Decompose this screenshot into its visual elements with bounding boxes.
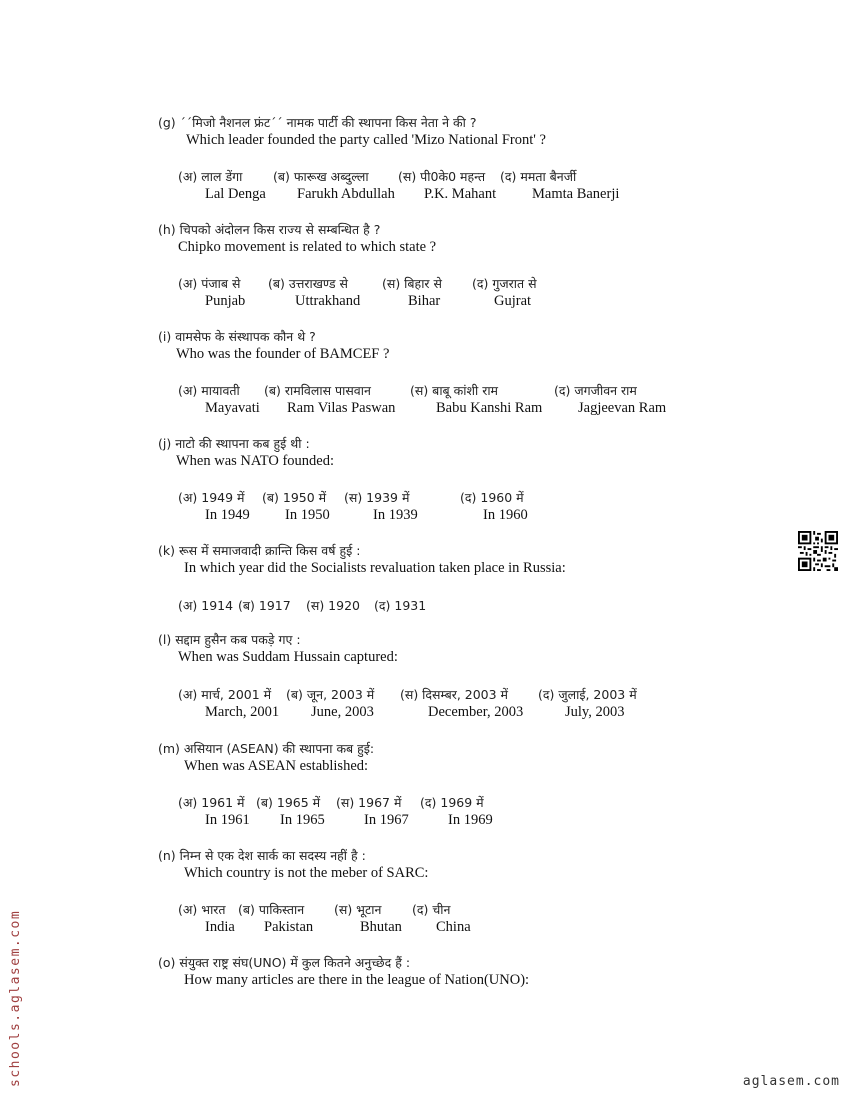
- option-i-b-hindi: (ब) रामविलास पासवान: [264, 383, 371, 398]
- option-l-d-english: July, 2003: [565, 704, 625, 720]
- option-g-b-english: Farukh Abdullah: [297, 186, 395, 202]
- question-j-hindi: (j) नाटो की स्थापना कब हुई थी :: [158, 436, 310, 451]
- question-g-english: Which leader founded the party called 'Mizo National Front' ?: [186, 132, 546, 148]
- option-h-a-hindi: (अ) पंजाब से: [178, 276, 241, 291]
- option-l-a-hindi: (अ) मार्च, 2001 में: [178, 687, 272, 702]
- option-l-c-hindi: (स) दिसम्बर, 2003 में: [400, 687, 509, 702]
- question-k-english: In which year did the Socialists revaluation taken place in Russia:: [184, 560, 566, 576]
- option-m-b-english: In 1965: [280, 812, 325, 828]
- option-j-b-hindi: (ब) 1950 में: [262, 490, 327, 505]
- option-g-c-hindi: (स) पी0के0 महन्त: [398, 169, 486, 184]
- option-n-c-hindi: (स) भूटान: [334, 902, 382, 917]
- option-h-d-hindi: (द) गुजरात से: [472, 276, 537, 291]
- qr-code-icon: [798, 531, 838, 571]
- option-k-b-hindi: (ब) 1917: [238, 598, 291, 613]
- option-k-d-hindi: (द) 1931: [374, 598, 427, 613]
- option-g-a-english: Lal Denga: [205, 186, 266, 202]
- option-i-d-hindi: (द) जगजीवन राम: [554, 383, 637, 398]
- option-j-a-hindi: (अ) 1949 में: [178, 490, 245, 505]
- option-m-a-english: In 1961: [205, 812, 250, 828]
- option-h-b-english: Uttrakhand: [295, 293, 361, 309]
- option-h-d-english: Gujrat: [494, 293, 532, 309]
- option-n-b-english: Pakistan: [264, 919, 314, 935]
- option-j-d-hindi: (द) 1960 में: [460, 490, 524, 505]
- option-n-c-english: Bhutan: [360, 919, 402, 935]
- option-m-d-english: In 1969: [448, 812, 493, 828]
- option-j-d-english: In 1960: [483, 507, 528, 523]
- option-j-c-english: In 1939: [373, 507, 418, 523]
- option-g-d-english: Mamta Banerji: [532, 186, 620, 202]
- option-j-a-english: In 1949: [205, 507, 250, 523]
- option-l-b-hindi: (ब) जून, 2003 में: [286, 687, 375, 702]
- option-g-a-hindi: (अ) लाल डेंगा: [178, 169, 243, 184]
- option-k-c-hindi: (स) 1920: [306, 598, 360, 613]
- option-n-d-english: China: [436, 919, 471, 935]
- option-n-a-english: India: [205, 919, 235, 935]
- option-n-b-hindi: (ब) पाकिस्तान: [238, 902, 305, 917]
- question-n-english: Which country is not the meber of SARC:: [184, 865, 429, 881]
- option-i-b-english: Ram Vilas Paswan: [287, 400, 396, 416]
- question-h-english: Chipko movement is related to which state ?: [178, 239, 437, 255]
- option-i-c-hindi: (स) बाबू कांशी राम: [410, 383, 499, 398]
- option-i-c-english: Babu Kanshi Ram: [436, 400, 543, 416]
- question-o-hindi: (o) संयुक्त राष्ट्र संघ(UNO) में कुल कितने अनुच्छेद हैं :: [158, 955, 411, 970]
- question-m-hindi: (m) असियान (ASEAN) की स्थापना कब हुई:: [158, 741, 375, 756]
- option-i-a-hindi: (अ) मायावती: [178, 383, 240, 398]
- question-g-hindi: (g) ´´मिजो नैशनल फ्रंट´´ नामक पार्टी की स्थापना किस नेता ने की ?: [158, 115, 477, 130]
- option-h-b-hindi: (ब) उत्तराखण्ड से: [268, 276, 348, 291]
- option-m-a-hindi: (अ) 1961 में: [178, 795, 245, 810]
- option-l-d-hindi: (द) जुलाई, 2003 में: [538, 687, 637, 702]
- option-h-c-hindi: (स) बिहार से: [382, 276, 442, 291]
- option-l-c-english: December, 2003: [428, 704, 524, 720]
- option-n-a-hindi: (अ) भारत: [178, 902, 226, 917]
- option-g-c-english: P.K. Mahant: [424, 186, 497, 202]
- question-l-hindi: (l) सद्दाम हुसैन कब पकड़े गए :: [158, 632, 301, 647]
- side-watermark: schools.aglasem.com: [8, 909, 23, 1087]
- question-o-english: How many articles are there in the league of Nation(UNO):: [184, 972, 530, 988]
- option-k-a-hindi: (अ) 1914: [178, 598, 234, 613]
- option-m-c-hindi: (स) 1967 में: [336, 795, 402, 810]
- question-j-english: When was NATO founded:: [176, 453, 334, 469]
- question-l-english: When was Suddam Hussain captured:: [178, 649, 398, 665]
- question-i-hindi: (i) वामसेफ के संस्थापक कौन थे ?: [158, 329, 316, 344]
- option-h-c-english: Bihar: [408, 293, 441, 309]
- question-i-english: Who was the founder of BAMCEF ?: [176, 346, 390, 362]
- option-l-a-english: March, 2001: [205, 704, 280, 720]
- question-n-hindi: (n) निम्न से एक देश सार्क का सदस्य नहीं है :: [158, 848, 366, 863]
- question-k-hindi: (k) रूस में समाजवादी क्रान्ति किस वर्ष हुई :: [158, 543, 361, 558]
- option-h-a-english: Punjab: [205, 293, 246, 309]
- option-g-b-hindi: (ब) फारूख अब्दुल्ला: [273, 169, 369, 184]
- option-m-b-hindi: (ब) 1965 में: [256, 795, 321, 810]
- footer-watermark: aglasem.com: [742, 1074, 840, 1089]
- question-m-english: When was ASEAN established:: [184, 758, 369, 774]
- option-l-b-english: June, 2003: [311, 704, 374, 720]
- option-j-b-english: In 1950: [285, 507, 330, 523]
- option-m-c-english: In 1967: [364, 812, 409, 828]
- option-j-c-hindi: (स) 1939 में: [344, 490, 410, 505]
- option-i-a-english: Mayavati: [205, 400, 260, 416]
- option-g-d-hindi: (द) ममता बैनर्जी: [500, 169, 577, 184]
- option-i-d-english: Jagjeevan Ram: [578, 400, 667, 416]
- question-h-hindi: (h) चिपको अंदोलन किस राज्य से सम्बन्धित है ?: [158, 222, 381, 237]
- option-n-d-hindi: (द) चीन: [412, 902, 451, 917]
- option-m-d-hindi: (द) 1969 में: [420, 795, 484, 810]
